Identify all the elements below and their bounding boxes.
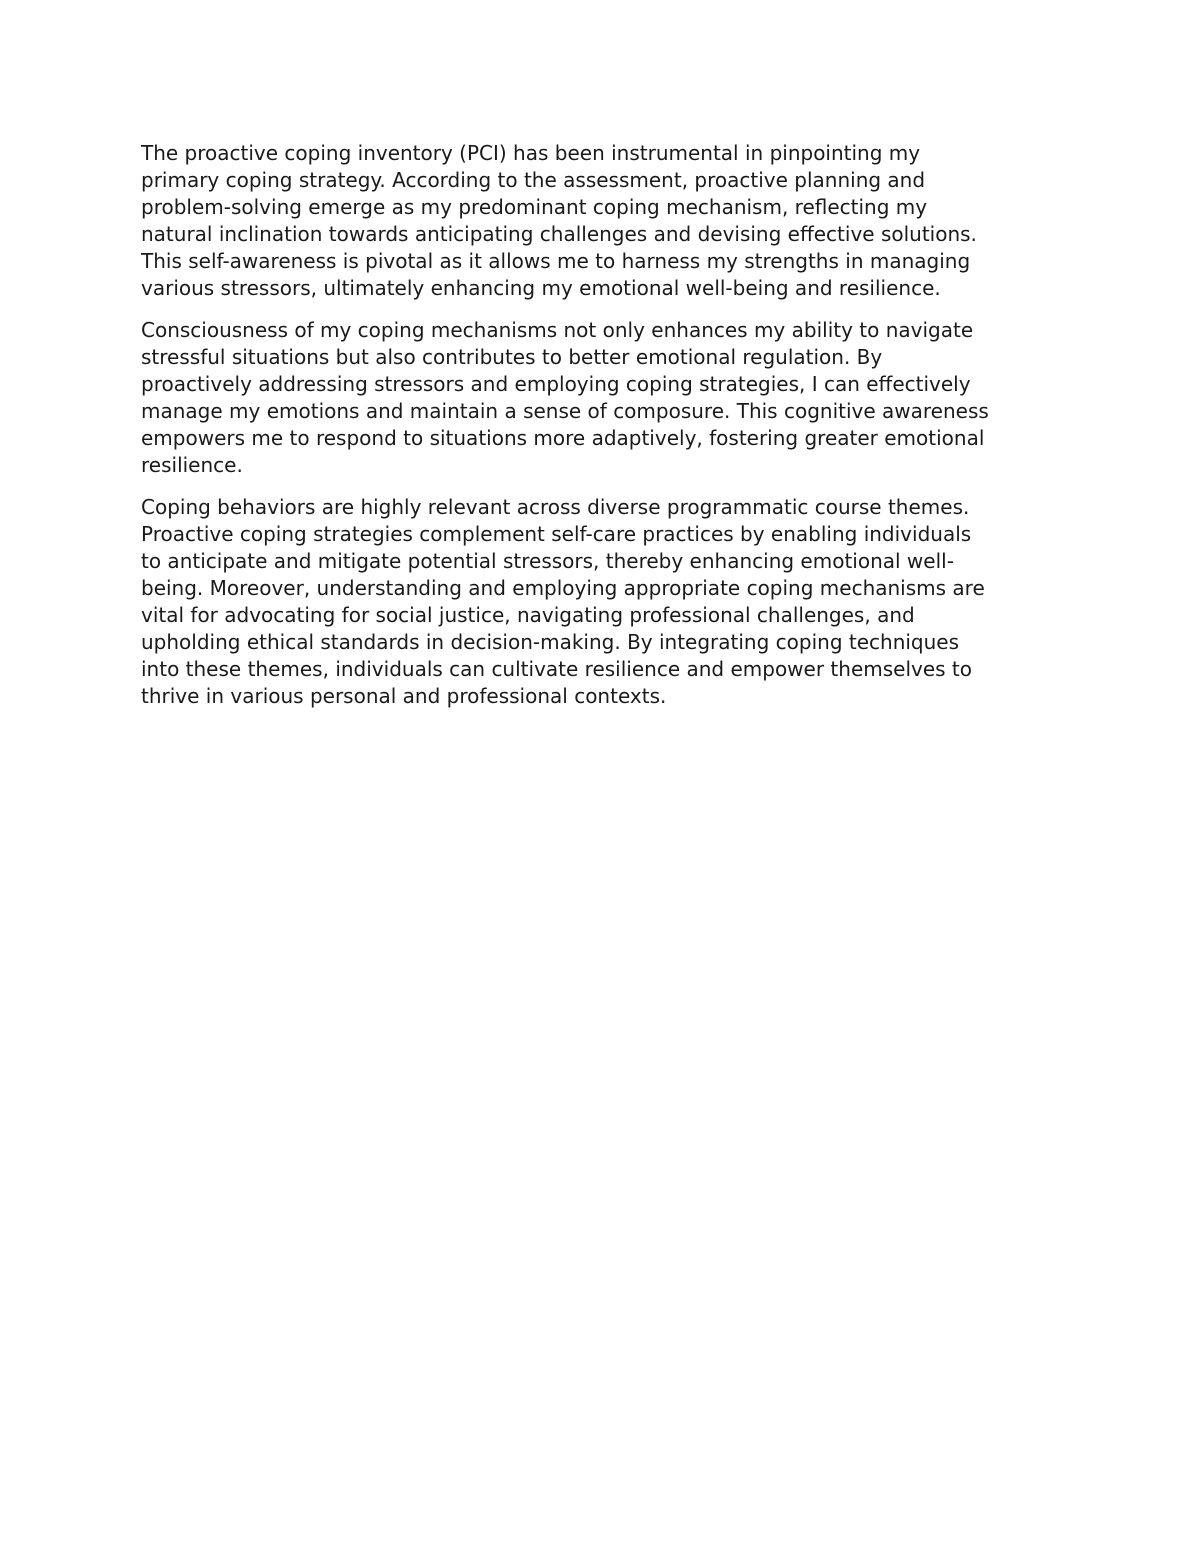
document-body [141, 140, 1071, 725]
text-line: primary coping strategy. According to the assessment, proactive planning and [141, 168, 926, 192]
text-line: upholding ethical standards in decision-making. By integrating coping techniques [141, 630, 960, 654]
text-line: to anticipate and mitigate potential stressors, thereby enhancing emotional well- [141, 549, 954, 573]
text-line: The proactive coping inventory (PCI) has been instrumental in pinpointing my [141, 141, 921, 165]
text-line: empowers me to respond to situations more adaptively, fostering greater emotional [141, 426, 985, 450]
text-line: thrive in various personal and professional contexts. [141, 684, 667, 708]
text-line: into these themes, individuals can cultivate resilience and empower themselves to [141, 657, 973, 681]
text-line: resilience. [141, 453, 243, 477]
text-line: Coping behaviors are highly relevant across diverse programmatic course themes. [141, 495, 970, 519]
text-line: Consciousness of my coping mechanisms not only enhances my ability to navigate [141, 318, 974, 342]
text-line: manage my emotions and maintain a sense of composure. This cognitive awareness [141, 399, 989, 423]
text-line: problem-solving emerge as my predominant coping mechanism, reflecting my [141, 195, 928, 219]
paragraph-2 [141, 317, 1071, 479]
text-line: various stressors, ultimately enhancing my emotional well-being and resilience. [141, 276, 941, 300]
text-line: Proactive coping strategies complement self-care practices by enabling individuals [141, 522, 972, 546]
text-line: vital for advocating for social justice, navigating professional challenges, and [141, 603, 915, 627]
text-line: natural inclination towards anticipating challenges and devising effective solutions. [141, 222, 977, 246]
paragraph-3 [141, 494, 1071, 710]
text-line: being. Moreover, understanding and employing appropriate coping mechanisms are [141, 576, 985, 600]
text-line: This self-awareness is pivotal as it allows me to harness my strengths in managing [141, 249, 971, 273]
text-line: proactively addressing stressors and employing coping strategies, I can effectively [141, 372, 971, 396]
text-line: stressful situations but also contributes to better emotional regulation. By [141, 345, 883, 369]
paragraph-1 [141, 140, 1071, 302]
